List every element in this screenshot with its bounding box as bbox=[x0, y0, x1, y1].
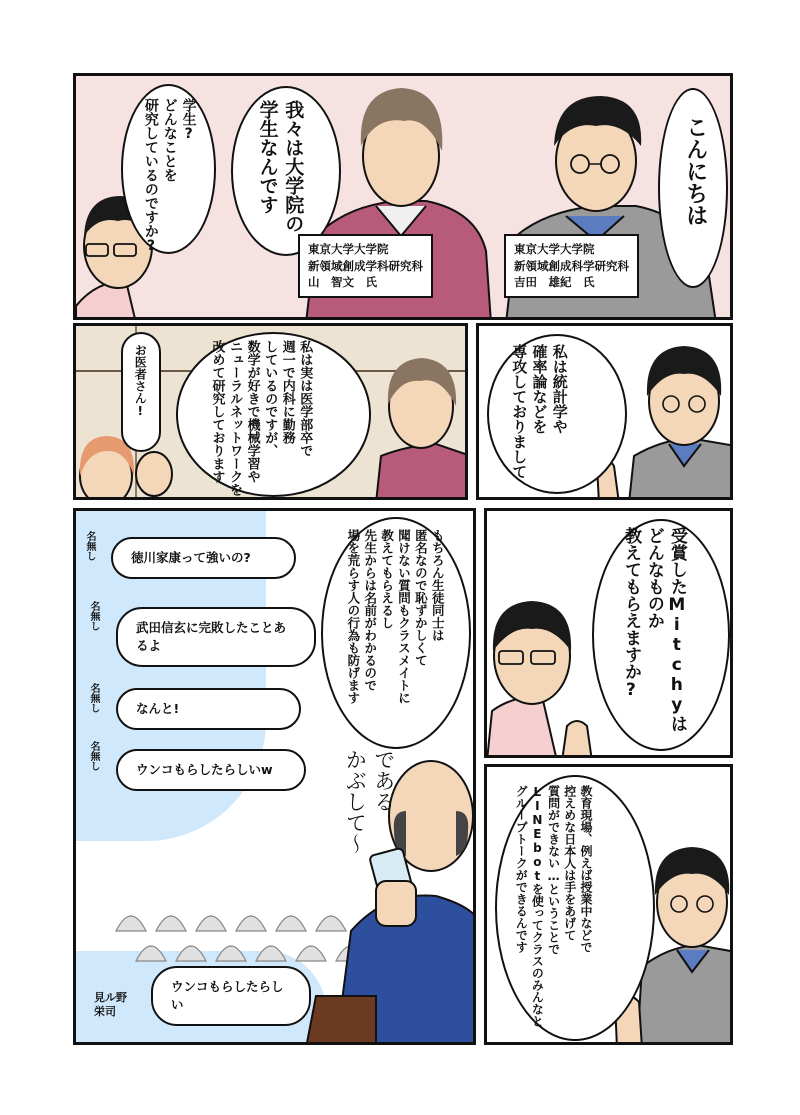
speech-prize-line-3: 教えてもらえますか? bbox=[620, 527, 641, 700]
caption-yoshida-line-1: 東京大学大学院 bbox=[514, 242, 595, 256]
chat-nick-2: 名無し bbox=[88, 601, 99, 631]
speech-doctor-background-text bbox=[208, 340, 313, 496]
speech-question-line-3: 研究しているのですか? bbox=[142, 98, 159, 254]
speech-doctor-line-2: 週一で内科に勤務 bbox=[279, 340, 295, 444]
caption-yoshida-line-2: 新領域創成科学研究科 bbox=[514, 258, 629, 273]
speech-students-line-2: 学生なんです bbox=[256, 100, 279, 214]
speech-education-text bbox=[513, 785, 594, 1027]
speech-education-line-2: 控えめな日本人は手をあげて bbox=[562, 785, 577, 941]
speech-question-line-2: どんなことを bbox=[161, 98, 178, 182]
speech-anonymous-line-2: 匿名なので恥ずかしくて bbox=[413, 529, 429, 667]
panel-education bbox=[484, 764, 733, 1045]
speech-anonymous-text bbox=[344, 529, 445, 704]
speech-education-line-4: LINEbotを使ってクラスのみんなと bbox=[530, 785, 545, 1027]
caption-yoshida-line-3: 吉田 雄紀 氏 bbox=[514, 275, 595, 290]
speech-isha-text: お医者さん! bbox=[133, 344, 148, 418]
teacher-nick: 見ル野 栄司 bbox=[94, 991, 127, 1019]
speech-statistics-line-2: 確率論などを bbox=[530, 344, 549, 434]
chat-nick-3: 名無し bbox=[88, 683, 99, 713]
speech-education-line-1: 教育現場、例えば授業中などで bbox=[578, 785, 593, 953]
caption-yamaguchi-line-2: 新領域創成学科研究科 bbox=[308, 258, 423, 273]
caption-yamaguchi bbox=[298, 234, 433, 298]
speech-anonymous-line-6: 場を荒らす人の行為も防げます bbox=[345, 529, 361, 704]
caption-yamaguchi-line-1: 東京大学大学院 bbox=[308, 242, 389, 256]
chat-message-2: 武田信玄に完敗したことあるよ bbox=[116, 607, 316, 667]
chat-message-1: 徳川家康って強いの? bbox=[111, 537, 296, 579]
speech-question-line-1: 学生? bbox=[180, 98, 197, 142]
caption-yoshida bbox=[504, 234, 639, 298]
speech-prize-text bbox=[619, 527, 688, 732]
speech-hello-text: こんにちは bbox=[682, 116, 708, 226]
speech-statistics-line-3: 専攻しておりまして bbox=[510, 344, 529, 479]
speech-education-line-3: 質問ができない…ということで bbox=[546, 785, 561, 955]
speech-education-line-5: グループトークができるんです bbox=[514, 785, 529, 953]
sfx-handwritten-text bbox=[341, 749, 398, 854]
speech-doctor-line-6: 改めて研究しております bbox=[209, 340, 225, 483]
chat-message-3: なんと! bbox=[116, 688, 301, 730]
speech-anonymous-line-3: 聞けない質問もクラスメイトに bbox=[396, 529, 412, 704]
chat-nick-1: 名無し bbox=[84, 531, 95, 561]
speech-anonymous-line-4: 教えてもらえるし bbox=[379, 529, 395, 629]
speech-anonymous-line-1: もちろん生徒同士は bbox=[430, 529, 446, 642]
speech-doctor-line-4: 数学が好きで機械学習や bbox=[244, 340, 260, 483]
speech-anonymous-line-5: 先生からは名前がわかるので bbox=[362, 529, 378, 692]
chat-nick-4: 名無し bbox=[88, 741, 99, 771]
speech-statistics-line-1: 私は統計学や bbox=[550, 344, 569, 434]
speech-prize-line-1: 受賞したMitchyは bbox=[666, 527, 687, 732]
speech-doctor-line-3: しているのですが、 bbox=[262, 340, 278, 457]
caption-yamaguchi-line-3: 山 智文 氏 bbox=[308, 275, 377, 290]
sfx-line-1: である bbox=[371, 749, 396, 812]
speech-statistics-text bbox=[509, 344, 570, 479]
speech-question-text bbox=[141, 98, 198, 254]
panel-doctor bbox=[73, 323, 468, 500]
speech-doctor-line-1: 私は実は医学部卒で bbox=[297, 340, 313, 457]
chat-message-4: ウンコもらしたらしいw bbox=[116, 749, 306, 791]
sfx-line-2: かぶして〜 bbox=[343, 749, 368, 854]
speech-students-line-1: 我々は大学院の bbox=[282, 100, 305, 233]
panel-intro bbox=[73, 73, 733, 320]
panel-chat bbox=[73, 508, 476, 1045]
teacher-chat-message: ウンコもらしたらしい bbox=[151, 966, 311, 1026]
speech-students-text bbox=[254, 100, 305, 233]
speech-doctor-line-5: ニューラルネットワークを bbox=[227, 340, 243, 496]
panel-statistics bbox=[476, 323, 733, 500]
panel-prize-question bbox=[484, 508, 733, 758]
speech-prize-line-2: どんなものか bbox=[643, 527, 664, 629]
